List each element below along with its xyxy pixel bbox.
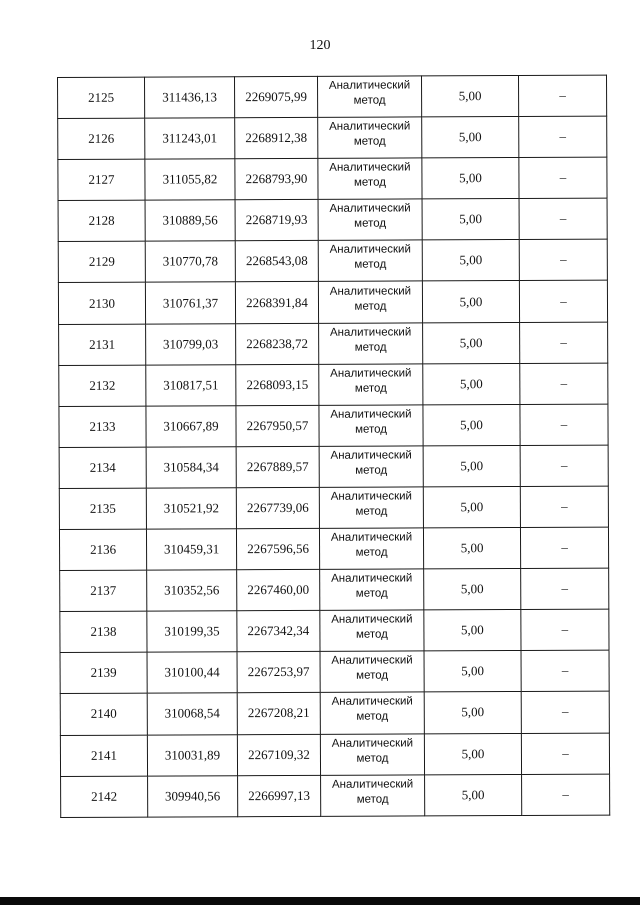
accuracy-cell: 5,00 bbox=[424, 610, 521, 652]
method-line-1: Аналитический bbox=[330, 367, 412, 380]
method-line-1: Аналитический bbox=[331, 778, 414, 791]
y-coordinate-cell: 2267889,57 bbox=[236, 446, 319, 487]
note-cell: – bbox=[521, 650, 609, 691]
method-text bbox=[329, 120, 410, 150]
method-text bbox=[331, 613, 412, 643]
table-row bbox=[59, 445, 608, 488]
method-line-1: Аналитический bbox=[331, 695, 413, 709]
method-line-2: метод bbox=[356, 793, 389, 806]
method-cell bbox=[318, 117, 422, 159]
accuracy-cell: 5,00 bbox=[424, 733, 521, 775]
note-cell: – bbox=[521, 568, 609, 609]
method-line-2: метод bbox=[355, 628, 388, 641]
method-cell bbox=[318, 240, 422, 282]
note-cell: – bbox=[519, 281, 607, 322]
method-line-2: метод bbox=[355, 505, 388, 518]
note-cell: – bbox=[518, 75, 606, 116]
table-row bbox=[60, 568, 609, 611]
table-row bbox=[60, 650, 609, 693]
method-line-2: метод bbox=[356, 752, 389, 765]
y-coordinate-cell: 2267208,21 bbox=[237, 693, 320, 734]
accuracy-cell: 5,00 bbox=[422, 199, 519, 241]
coordinates-table bbox=[57, 75, 610, 818]
method-text bbox=[331, 572, 412, 602]
accuracy-cell: 5,00 bbox=[423, 363, 520, 405]
note-cell: – bbox=[520, 486, 608, 527]
method-line-1: Аналитический bbox=[329, 326, 412, 339]
method-text bbox=[332, 695, 413, 725]
table-row bbox=[58, 157, 607, 200]
x-coordinate-cell: 310584,34 bbox=[146, 447, 236, 488]
y-coordinate-cell: 2266997,13 bbox=[238, 775, 321, 816]
table-row bbox=[58, 281, 607, 324]
note-cell: – bbox=[521, 733, 609, 774]
x-coordinate-cell: 310100,44 bbox=[147, 652, 237, 693]
point-id-cell: 2129 bbox=[58, 241, 145, 282]
method-cell bbox=[320, 610, 424, 652]
method-text bbox=[331, 489, 412, 519]
method-line-2: метод bbox=[353, 176, 386, 189]
method-cell bbox=[319, 487, 423, 529]
method-line-2: метод bbox=[355, 464, 388, 477]
y-coordinate-cell: 2267253,97 bbox=[237, 652, 320, 693]
method-text bbox=[329, 79, 410, 109]
note-cell: – bbox=[519, 157, 607, 198]
accuracy-cell: 5,00 bbox=[423, 322, 520, 364]
x-coordinate-cell: 310761,37 bbox=[145, 282, 235, 323]
method-line-2: метод bbox=[355, 587, 388, 600]
method-cell bbox=[320, 733, 424, 775]
table-row bbox=[59, 527, 608, 570]
table-row bbox=[60, 733, 609, 776]
method-text bbox=[330, 325, 411, 355]
point-id-cell: 2142 bbox=[61, 776, 148, 817]
point-id-cell: 2130 bbox=[58, 283, 145, 324]
table-row bbox=[59, 486, 608, 529]
method-line-1: Аналитический bbox=[328, 79, 411, 92]
method-line-1: Аналитический bbox=[330, 531, 413, 544]
y-coordinate-cell: 2267739,06 bbox=[236, 487, 319, 528]
x-coordinate-cell: 310799,03 bbox=[146, 323, 236, 364]
table-row bbox=[58, 239, 607, 282]
method-cell bbox=[319, 446, 423, 488]
accuracy-cell: 5,00 bbox=[421, 75, 518, 117]
y-coordinate-cell: 2267596,56 bbox=[236, 528, 319, 569]
table-row bbox=[58, 116, 607, 159]
accuracy-cell: 5,00 bbox=[422, 158, 519, 200]
note-cell: – bbox=[520, 363, 608, 404]
coordinates-table-wrapper bbox=[57, 75, 603, 818]
point-id-cell: 2132 bbox=[59, 365, 146, 406]
accuracy-cell: 5,00 bbox=[422, 117, 519, 159]
method-text bbox=[330, 448, 411, 478]
method-text bbox=[330, 407, 411, 437]
point-id-cell: 2133 bbox=[59, 406, 146, 447]
x-coordinate-cell: 311243,01 bbox=[145, 118, 235, 159]
x-coordinate-cell: 311436,13 bbox=[145, 77, 235, 118]
method-line-2: метод bbox=[353, 94, 386, 107]
point-id-cell: 2126 bbox=[58, 118, 145, 159]
method-line-2: метод bbox=[356, 669, 389, 683]
y-coordinate-cell: 2268793,90 bbox=[235, 159, 318, 200]
note-cell: – bbox=[520, 445, 608, 486]
y-coordinate-cell: 2268912,38 bbox=[235, 117, 318, 158]
point-id-cell: 2139 bbox=[60, 652, 147, 693]
y-coordinate-cell: 2268238,72 bbox=[236, 323, 319, 364]
method-line-1: Аналитический bbox=[330, 449, 412, 462]
method-line-1: Аналитический bbox=[329, 161, 411, 175]
point-id-cell: 2128 bbox=[58, 200, 145, 241]
method-cell bbox=[320, 651, 424, 693]
method-line-2: метод bbox=[354, 382, 387, 395]
point-id-cell: 2137 bbox=[60, 570, 147, 611]
table-row bbox=[60, 609, 609, 652]
y-coordinate-cell: 2267950,57 bbox=[236, 405, 319, 446]
x-coordinate-cell: 309940,56 bbox=[148, 775, 238, 816]
method-line-2: метод bbox=[354, 341, 387, 354]
accuracy-cell: 5,00 bbox=[423, 528, 520, 570]
method-cell bbox=[317, 76, 421, 118]
accuracy-cell: 5,00 bbox=[423, 445, 520, 487]
table-row bbox=[59, 404, 608, 447]
method-cell bbox=[320, 692, 424, 734]
x-coordinate-cell: 310889,56 bbox=[145, 200, 235, 241]
accuracy-cell: 5,00 bbox=[423, 486, 520, 528]
method-cell bbox=[321, 774, 425, 816]
accuracy-cell: 5,00 bbox=[423, 404, 520, 446]
method-text bbox=[330, 284, 411, 314]
method-line-1: Аналитический bbox=[330, 490, 412, 503]
method-text bbox=[329, 202, 410, 232]
method-line-2: метод bbox=[353, 135, 386, 148]
method-line-2: метод bbox=[354, 258, 387, 272]
point-id-cell: 2127 bbox=[58, 159, 145, 200]
point-id-cell: 2141 bbox=[60, 735, 147, 776]
method-text bbox=[331, 531, 412, 561]
method-line-1: Аналитический bbox=[329, 120, 411, 133]
note-cell: – bbox=[521, 692, 609, 733]
point-id-cell: 2131 bbox=[59, 324, 146, 365]
point-id-cell: 2125 bbox=[58, 77, 145, 118]
method-text bbox=[330, 243, 411, 273]
method-text bbox=[332, 736, 413, 766]
y-coordinate-cell: 2268719,93 bbox=[235, 200, 318, 241]
method-line-2: метод bbox=[356, 711, 389, 724]
accuracy-cell: 5,00 bbox=[425, 774, 522, 816]
accuracy-cell: 5,00 bbox=[422, 240, 519, 282]
point-id-cell: 2135 bbox=[59, 488, 146, 529]
note-cell: – bbox=[522, 774, 610, 815]
table-row bbox=[59, 322, 608, 365]
method-cell bbox=[318, 199, 422, 241]
accuracy-cell: 5,00 bbox=[424, 692, 521, 734]
method-line-2: метод bbox=[354, 300, 387, 313]
method-line-1: Аналитический bbox=[331, 572, 413, 585]
x-coordinate-cell: 310352,56 bbox=[147, 570, 237, 611]
scan-bottom-edge bbox=[0, 897, 640, 905]
note-cell: – bbox=[520, 322, 608, 363]
x-coordinate-cell: 310521,92 bbox=[146, 488, 236, 529]
y-coordinate-cell: 2268543,08 bbox=[235, 241, 318, 282]
x-coordinate-cell: 311055,82 bbox=[145, 159, 235, 200]
note-cell: – bbox=[520, 527, 608, 568]
method-line-2: метод bbox=[354, 217, 387, 231]
page-number: 120 bbox=[309, 38, 331, 53]
method-text bbox=[329, 161, 410, 191]
y-coordinate-cell: 2268093,15 bbox=[236, 364, 319, 405]
table-row bbox=[58, 198, 607, 241]
y-coordinate-cell: 2267460,00 bbox=[237, 569, 320, 610]
method-line-1: Аналитический bbox=[331, 736, 414, 750]
table-body bbox=[58, 75, 610, 817]
note-cell: – bbox=[519, 116, 607, 157]
accuracy-cell: 5,00 bbox=[424, 651, 521, 693]
note-cell: – bbox=[519, 239, 607, 280]
table-row bbox=[60, 692, 609, 735]
method-text bbox=[332, 777, 413, 807]
note-cell: – bbox=[520, 404, 608, 445]
x-coordinate-cell: 310031,89 bbox=[147, 734, 237, 775]
accuracy-cell: 5,00 bbox=[424, 569, 521, 611]
y-coordinate-cell: 2269075,99 bbox=[235, 76, 318, 117]
x-coordinate-cell: 310068,54 bbox=[147, 693, 237, 734]
method-cell bbox=[318, 281, 422, 323]
y-coordinate-cell: 2268391,84 bbox=[235, 282, 318, 323]
table-row bbox=[58, 75, 607, 118]
table-row bbox=[61, 774, 610, 817]
table-row bbox=[59, 363, 608, 406]
note-cell: – bbox=[519, 198, 607, 239]
method-cell bbox=[320, 569, 424, 611]
point-id-cell: 2136 bbox=[59, 529, 146, 570]
method-line-1: Аналитический bbox=[329, 284, 412, 298]
method-text bbox=[331, 654, 412, 684]
method-line-2: метод bbox=[355, 423, 388, 436]
method-cell bbox=[319, 364, 423, 406]
point-id-cell: 2138 bbox=[60, 611, 147, 652]
method-line-2: метод bbox=[355, 546, 388, 559]
y-coordinate-cell: 2267342,34 bbox=[237, 611, 320, 652]
accuracy-cell: 5,00 bbox=[422, 281, 519, 323]
method-line-1: Аналитический bbox=[329, 202, 411, 216]
x-coordinate-cell: 310817,51 bbox=[146, 364, 236, 405]
note-cell: – bbox=[521, 609, 609, 650]
method-cell bbox=[318, 158, 422, 200]
y-coordinate-cell: 2267109,32 bbox=[237, 734, 320, 775]
method-text bbox=[330, 366, 411, 396]
point-id-cell: 2140 bbox=[60, 694, 147, 735]
x-coordinate-cell: 310199,35 bbox=[147, 611, 237, 652]
x-coordinate-cell: 310459,31 bbox=[146, 529, 236, 570]
method-line-1: Аналитический bbox=[331, 613, 413, 627]
method-cell bbox=[319, 528, 423, 570]
method-line-1: Аналитический bbox=[331, 654, 413, 668]
method-line-1: Аналитический bbox=[330, 408, 412, 421]
method-cell bbox=[319, 405, 423, 447]
x-coordinate-cell: 310667,89 bbox=[146, 405, 236, 446]
x-coordinate-cell: 310770,78 bbox=[145, 241, 235, 282]
method-line-1: Аналитический bbox=[329, 243, 411, 257]
point-id-cell: 2134 bbox=[59, 447, 146, 488]
method-cell bbox=[319, 322, 423, 364]
